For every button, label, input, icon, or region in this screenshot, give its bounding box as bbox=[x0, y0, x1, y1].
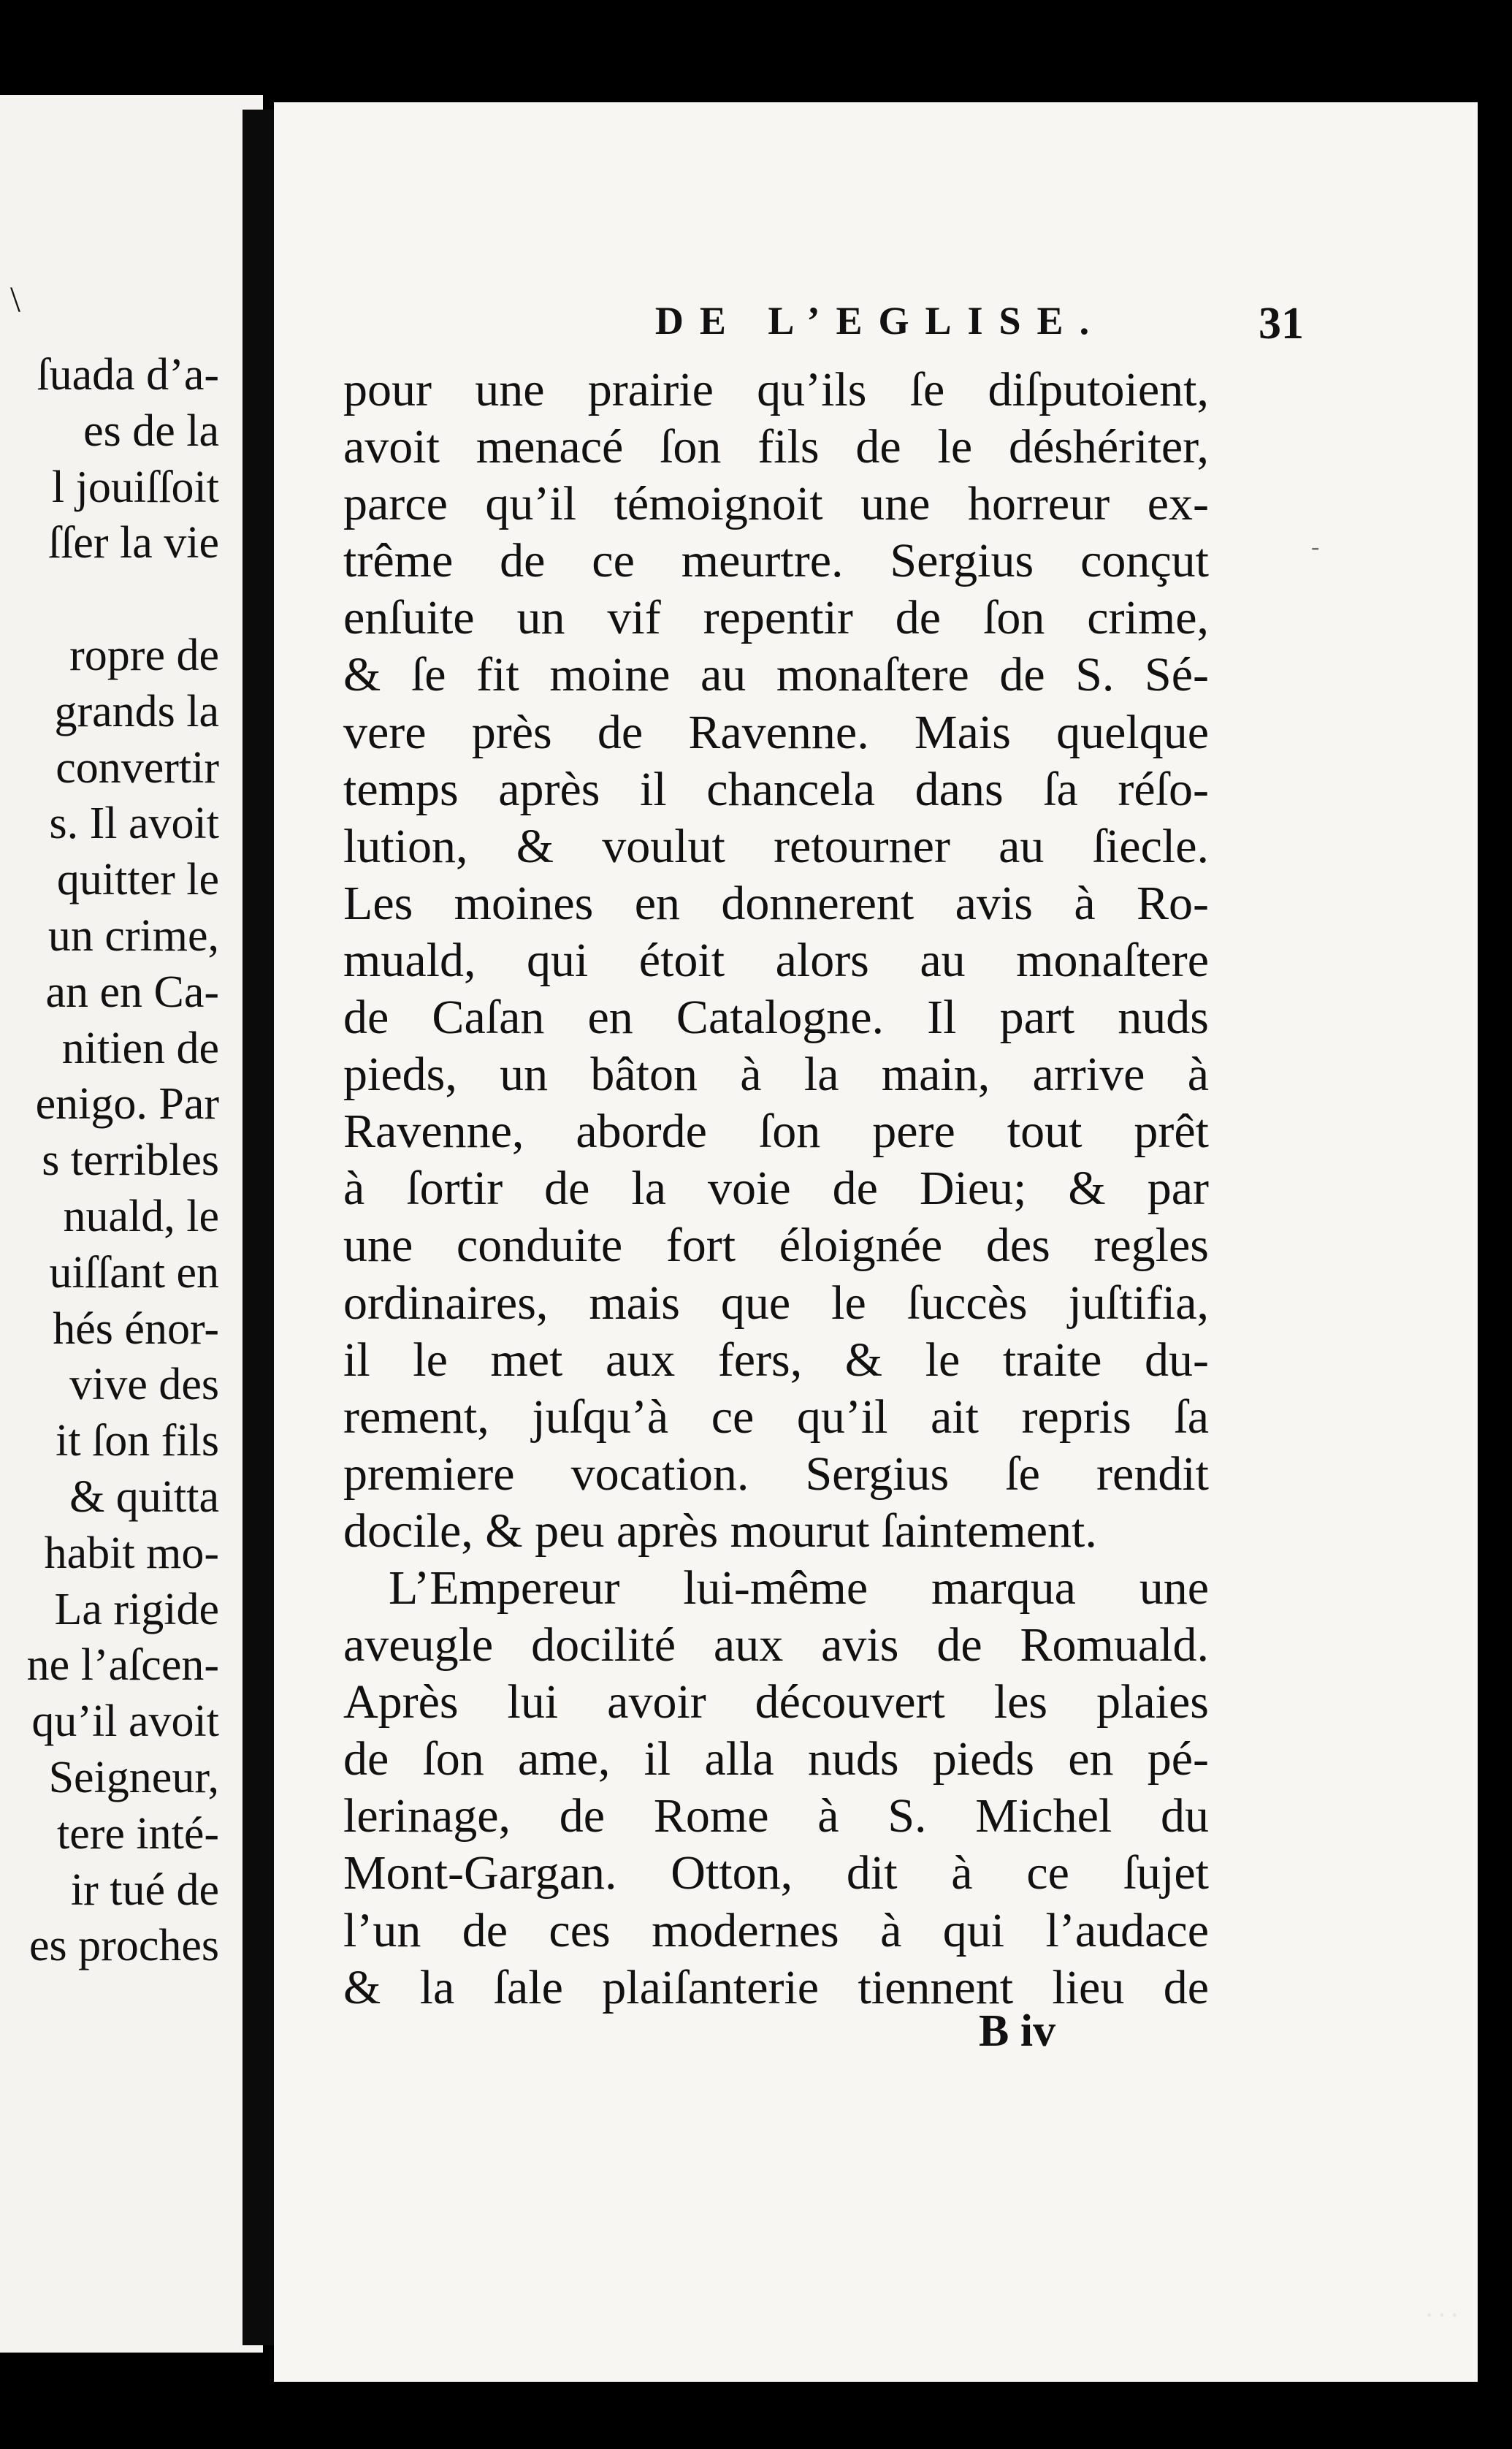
left-line: ſuada d’a- bbox=[37, 350, 219, 400]
text-line: enſuite un vif repentir de ſon crime, bbox=[343, 591, 1209, 645]
left-line: ropre de bbox=[69, 630, 219, 680]
text-line: l’un de ces modernes à qui l’audace bbox=[343, 1903, 1209, 1957]
left-line: un crime, bbox=[47, 910, 219, 961]
left-line: quitter le bbox=[56, 855, 219, 905]
left-line: habit mo- bbox=[44, 1528, 219, 1578]
text-line: Les moines en donnerent avis à Ro- bbox=[343, 876, 1209, 930]
text-line: pieds, un bâton à la main, arrive à bbox=[343, 1048, 1209, 1102]
left-line: es de la bbox=[83, 405, 219, 456]
left-page-mark: \ bbox=[10, 278, 20, 319]
text-line: ordinaires, mais que le ſuccès juſtifia, bbox=[343, 1276, 1209, 1330]
left-line: uiſſant en bbox=[49, 1247, 219, 1298]
text-line: il le met aux fers, & le traite du- bbox=[343, 1333, 1209, 1387]
left-line: es proches bbox=[29, 1921, 219, 1971]
text-line: L’Empereur lui-même marqua une bbox=[389, 1561, 1209, 1615]
left-line: vive des bbox=[69, 1360, 219, 1410]
left-line: hés énor- bbox=[53, 1303, 219, 1354]
left-line: tere inté- bbox=[56, 1808, 219, 1859]
left-line: enigo. Par bbox=[35, 1079, 219, 1130]
text-line: de ſon ame, il alla nuds pieds en pé- bbox=[343, 1732, 1209, 1786]
left-page-text bbox=[0, 347, 219, 1974]
left-line: s. Il avoit bbox=[49, 799, 219, 849]
text-line: lution, & voulut retourner au ſiecle. bbox=[343, 819, 1209, 873]
left-line: an en Ca- bbox=[45, 967, 219, 1017]
page-number: 31 bbox=[1259, 299, 1304, 349]
text-line: premiere vocation. Sergius ſe rendit bbox=[343, 1447, 1209, 1501]
text-line: rement, juſqu’à ce qu’il ait repris ſa bbox=[343, 1390, 1209, 1444]
text-line: une conduite fort éloignée des regles bbox=[343, 1219, 1209, 1273]
text-line: muald, qui étoit alors au monaſtere bbox=[343, 933, 1209, 987]
text-line: vere près de Ravenne. Mais quelque bbox=[343, 705, 1209, 759]
body-text bbox=[343, 362, 1209, 2016]
left-line: l jouiſſoit bbox=[51, 462, 219, 512]
left-line: ir tué de bbox=[70, 1865, 219, 1915]
margin-mark: - bbox=[1311, 533, 1320, 560]
text-line: lerinage, de Rome à S. Michel du bbox=[343, 1789, 1209, 1843]
left-line: ſſer la vie bbox=[47, 518, 219, 568]
text-line: parce qu’il témoignoit une horreur ex- bbox=[343, 477, 1209, 531]
left-line: s terribles bbox=[42, 1135, 219, 1186]
text-line: & ſe fit moine au monaſtere de S. Sé- bbox=[343, 648, 1209, 702]
running-head bbox=[522, 298, 1304, 357]
text-line: de Caſan en Catalogne. Il part nuds bbox=[343, 991, 1209, 1045]
text-line: Après lui avoir découvert les plaies bbox=[343, 1675, 1209, 1729]
text-line: temps après il chancela dans ſa réſo- bbox=[343, 762, 1209, 816]
text-line: Ravenne, aborde ſon pere tout prêt bbox=[343, 1105, 1209, 1159]
left-line: & quitta bbox=[69, 1471, 219, 1522]
left-line: nuald, le bbox=[63, 1191, 219, 1241]
left-line: it ſon fils bbox=[56, 1416, 219, 1466]
left-line: La rigide bbox=[54, 1584, 219, 1634]
running-head-title: DE L’EGLISE. bbox=[654, 299, 1106, 343]
right-page bbox=[274, 102, 1478, 2382]
text-line: docile, & peu après mourut ſaintement. bbox=[343, 1504, 1097, 1558]
bottom-mark: ··· bbox=[1424, 2298, 1462, 2331]
text-line: pour une prairie qu’ils ſe diſputoient, bbox=[343, 363, 1209, 416]
left-line: convertir bbox=[56, 742, 219, 793]
left-line: qu’il avoit bbox=[31, 1696, 219, 1747]
text-line: avoit menacé ſon fils de le déshériter, bbox=[343, 420, 1209, 474]
text-line: Mont-Gargan. Otton, dit à ce ſujet bbox=[343, 1846, 1209, 1900]
left-line: nitien de bbox=[61, 1023, 219, 1073]
text-line: aveugle docilité aux avis de Romuald. bbox=[343, 1618, 1209, 1672]
left-page bbox=[0, 95, 263, 2353]
left-line bbox=[0, 571, 219, 628]
text-line: à ſortir de la voie de Dieu; & par bbox=[343, 1162, 1209, 1216]
signature-mark: B iv bbox=[979, 2006, 1056, 2056]
left-line: grands la bbox=[54, 686, 219, 736]
text-line: & la ſale plaiſanterie tiennent lieu de bbox=[343, 1960, 1209, 2014]
left-line: Seigneur, bbox=[48, 1752, 219, 1802]
text-line: trême de ce meurtre. Sergius conçut bbox=[343, 534, 1209, 588]
left-line: ne l’aſcen- bbox=[26, 1640, 219, 1691]
